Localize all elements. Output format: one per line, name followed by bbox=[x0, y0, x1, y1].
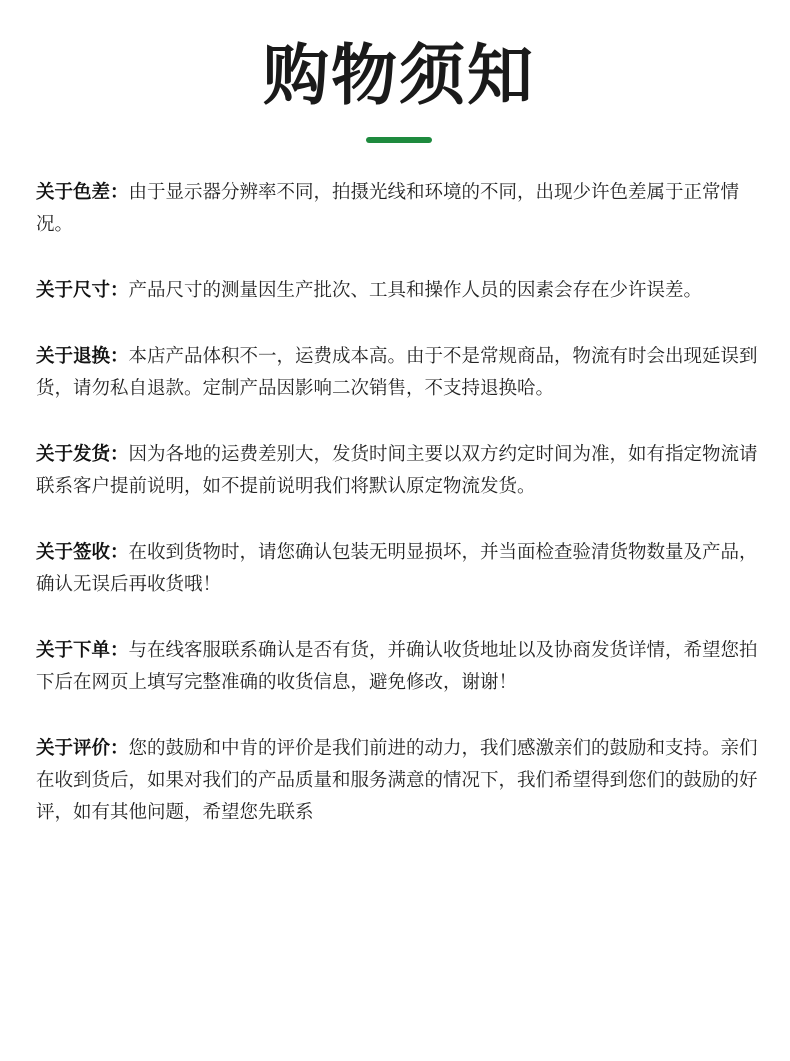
notice-ordering bbox=[36, 635, 762, 699]
notice-label: 关于下单： bbox=[36, 640, 129, 661]
notice-label: 关于发货： bbox=[36, 444, 129, 465]
notice-label: 关于评价： bbox=[36, 738, 129, 759]
notice-color-difference bbox=[36, 177, 762, 241]
notice-text: 本店产品体积不一，运费成本高。由于不是常规商品，物流有时会出现延误到货，请勿私自退款。定制产品因影响二次销售，不支持退换哈。 bbox=[36, 346, 758, 399]
notice-text: 与在线客服联系确认是否有货，并确认收货地址以及协商发货详情，希望您拍下后在网页上填写完整准确的收货信息，避免修改，谢谢！ bbox=[36, 640, 758, 693]
notice-reviews bbox=[36, 733, 762, 829]
notice-size bbox=[36, 275, 762, 307]
notice-shipping bbox=[36, 439, 762, 503]
notice-receipt bbox=[36, 537, 762, 601]
notice-label: 关于退换： bbox=[36, 346, 129, 367]
notice-text: 因为各地的运费差别大，发货时间主要以双方约定时间为准，如有指定物流请联系客户提前说明，如不提前说明我们将默认原定物流发货。 bbox=[36, 444, 758, 497]
notice-text: 产品尺寸的测量因生产批次、工具和操作人员的因素会存在少许误差。 bbox=[128, 280, 703, 301]
notice-list bbox=[36, 177, 762, 829]
notice-label: 关于色差： bbox=[36, 182, 129, 203]
page-title: 购物须知 bbox=[263, 37, 535, 114]
notice-text: 在收到货物时，请您确认包装无明显损坏，并当面检查验清货物数量及产品，确认无误后再收货哦！ bbox=[36, 542, 758, 595]
notice-returns bbox=[36, 341, 762, 405]
title-accent-bar bbox=[366, 137, 432, 143]
notice-label: 关于签收： bbox=[36, 542, 129, 563]
notice-text: 您的鼓励和中肯的评价是我们前进的动力，我们感激亲们的鼓励和支持。亲们在收到货后，如果对我们的产品质量和服务满意的情况下，我们希望得到您们的鼓励的好评，如有其他问题，希望您先联系 bbox=[36, 738, 758, 823]
notice-text: 由于显示器分辨率不同，拍摄光线和环境的不同，出现少许色差属于正常情况。 bbox=[36, 182, 740, 235]
notice-label: 关于尺寸： bbox=[36, 280, 129, 301]
